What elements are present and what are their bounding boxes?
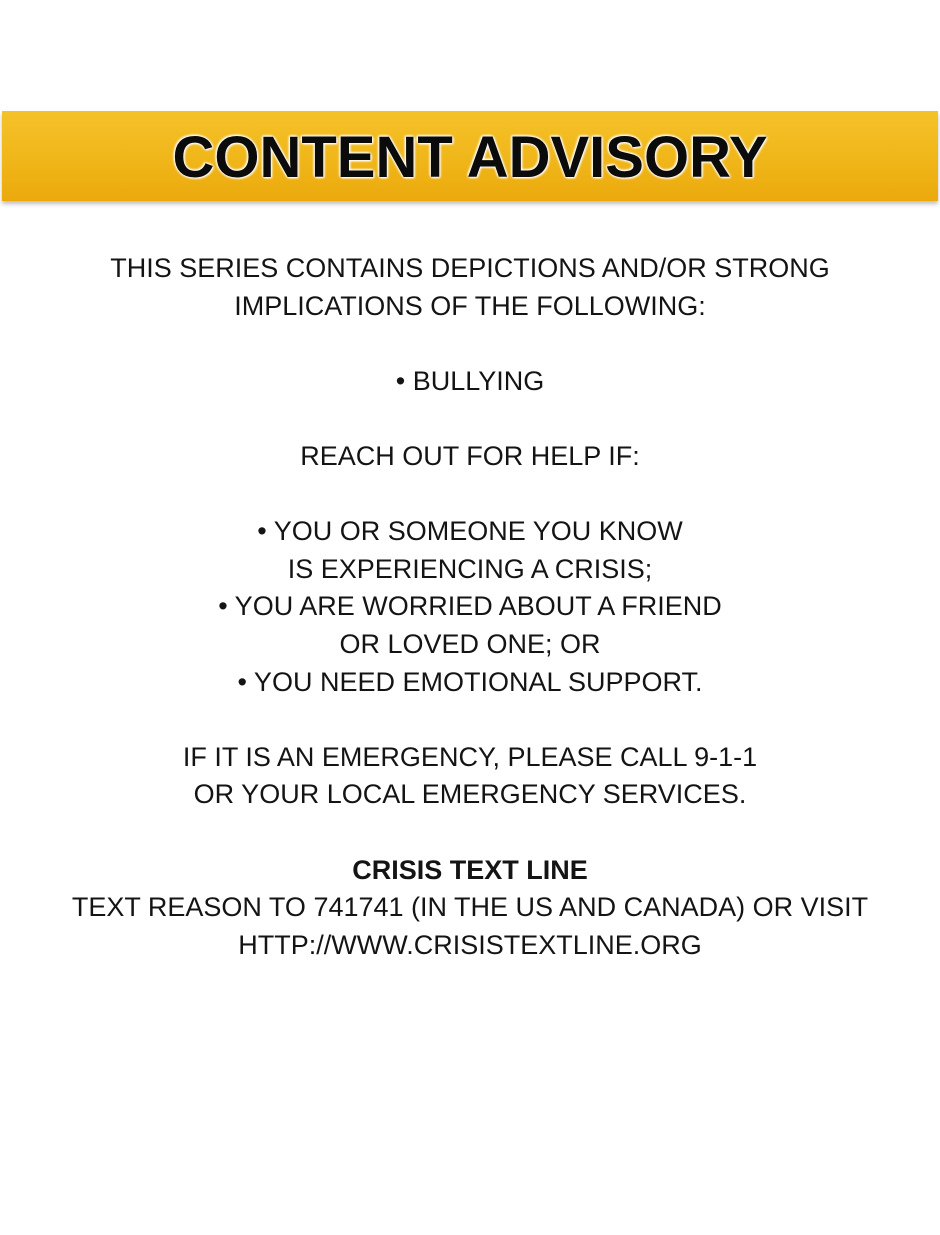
help-heading: REACH OUT FOR HELP IF: — [300, 440, 640, 471]
crisis-line-1: TEXT REASON TO 741741 (IN THE US AND CANADA) OR VISIT — [71, 892, 869, 923]
help-line: • YOU NEED EMOTIONAL SUPPORT. — [237, 666, 703, 697]
help-line: • YOU ARE WORRIED ABOUT A FRIEND — [218, 591, 722, 622]
advisory-body — [0, 250, 940, 964]
topic-item: • BULLYING — [395, 365, 545, 396]
help-line: OR LOVED ONE; OR — [339, 628, 601, 659]
intro-line-1: THIS SERIES CONTAINS DEPICTIONS AND/OR STRONG — [110, 253, 830, 283]
help-line: IS EXPERIENCING A CRISIS; — [287, 553, 653, 584]
banner-title: CONTENT ADVISORY — [172, 124, 768, 190]
intro-line-2: IMPLICATIONS OF THE FOLLOWING: — [234, 290, 706, 321]
spacer — [0, 476, 940, 514]
emergency-line-1: IF IT IS AN EMERGENCY, PLEASE CALL 9-1-1 — [182, 741, 758, 772]
help-line: • YOU OR SOMEONE YOU KNOW — [257, 516, 683, 547]
crisis-url: HTTP://WWW.CRISISTEXTLINE.ORG — [238, 929, 702, 960]
spacer — [0, 400, 940, 438]
spacer — [0, 814, 940, 852]
emergency-line-2: OR YOUR LOCAL EMERGENCY SERVICES. — [193, 779, 747, 810]
crisis-heading: CRISIS TEXT LINE — [352, 854, 588, 885]
spacer — [0, 325, 940, 363]
spacer — [0, 701, 940, 739]
advisory-banner — [2, 111, 938, 201]
